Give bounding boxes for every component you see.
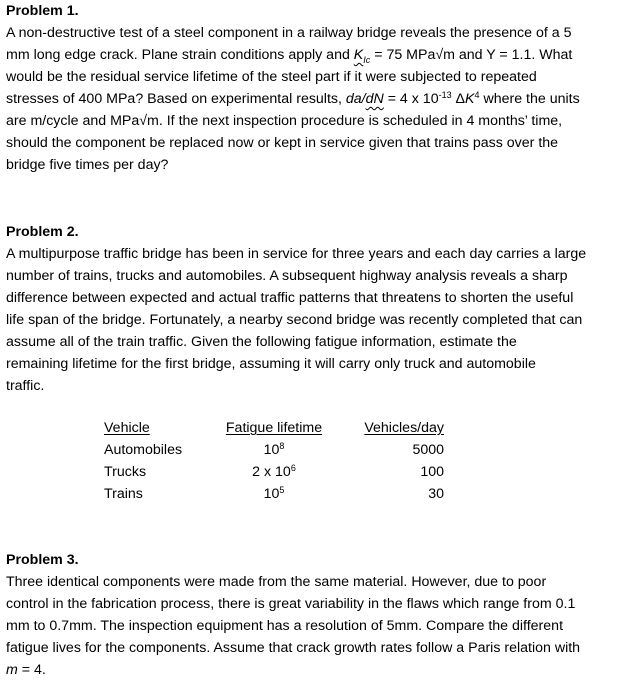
problem-1-line-3: would be the residual service lifetime of the steel part if it were subjected to repeated: [6, 69, 537, 85]
problem-2-line-4: life span of the bridge. Fortunately, a nearby second bridge was recently completed that can: [6, 312, 583, 328]
table-row: [104, 483, 444, 505]
problem-3-line-2: control in the fabrication process, there is great variability in the flaws which range from 0.1: [6, 596, 576, 612]
problem-2-line-5: assume all of the train traffic. Given the following fatigue information, estimate the: [6, 334, 517, 350]
problem-2-text: [6, 243, 586, 397]
kic-subscript: Ic: [363, 54, 371, 65]
problem-1: [6, 0, 580, 176]
problem-2-line-6: remaining lifetime for the first bridge, assuming it will carry only truck and automobile: [6, 356, 536, 372]
problem-2-line-7: traffic.: [6, 378, 45, 394]
cell-fatigue-lifetime: [204, 483, 344, 505]
problem-1-line-5: are m/cycle and MPa√m. If the next inspection procedure is scheduled in 4 months’ time,: [6, 113, 563, 129]
life-base: 2 x 10: [252, 464, 291, 480]
k-letter: K: [353, 47, 364, 63]
dn-term: dN: [365, 91, 384, 107]
cell-vehicle: Trains: [104, 486, 143, 502]
problem-1-text: [6, 22, 580, 176]
problem-1-line-6: should the component be replaced now or kept in service given that trains pass over the: [6, 135, 559, 151]
problem-1-line-7: bridge five times per day?: [6, 157, 169, 173]
text-run: = 4 x 10: [383, 91, 439, 107]
problem-2-line-3: difference between expected and actual traffic patterns that threatens to shorten the useful: [6, 290, 574, 306]
life-exponent: 6: [290, 463, 296, 473]
life-base: 10: [263, 486, 280, 502]
cell-vehicle: Trucks: [104, 464, 147, 480]
problem-3-heading: Problem 3.: [6, 552, 79, 568]
delta-symbol: Δ: [451, 91, 466, 107]
problem-1-heading: Problem 1.: [6, 3, 79, 19]
text-run: mm long edge crack. Plane strain conditions apply and: [6, 47, 354, 63]
header-fatigue-lifetime: Fatigue lifetime: [225, 420, 323, 436]
table-row: [104, 461, 444, 483]
problem-1-line-4: [6, 88, 580, 110]
text-run: = 4.: [17, 662, 46, 678]
problem-1-line-2: [6, 44, 580, 66]
life-base: 10: [263, 442, 280, 458]
problem-3-line-5: [6, 659, 580, 681]
problem-2-line-2: number of trains, trucks and automobiles. A subsequent highway analysis reveals a sharp: [6, 268, 568, 284]
table-header-row: [104, 417, 444, 439]
fatigue-table: [104, 417, 444, 505]
exponent: -13: [438, 90, 452, 100]
header-vehicle: Vehicle: [104, 420, 150, 436]
life-exponent: 8: [279, 441, 285, 451]
problem-3-text: [6, 571, 580, 681]
text-run: where the units: [479, 91, 580, 107]
problem-1-line-1: A non-destructive test of a steel component in a railway bridge reveals the presence of a 5: [6, 25, 572, 41]
m-variable: m: [6, 662, 18, 678]
cell-fatigue-lifetime: [204, 461, 344, 483]
fatigue-table-container: [104, 417, 444, 505]
cell-vehicles-per-day: 30: [428, 486, 444, 502]
k-letter: K: [465, 91, 475, 107]
problem-3-line-3: mm to 0.7mm. The inspection equipment has a resolution of 5mm. Compare the different: [6, 618, 564, 634]
table-row: [104, 439, 444, 461]
problem-2-line-1: A multipurpose traffic bridge has been in service for three years and each day carries a large: [6, 246, 587, 262]
text-run: stresses of 400 MPa? Based on experimental results,: [6, 91, 346, 107]
cell-vehicle: Automobiles: [104, 442, 183, 458]
kic-symbol: [354, 47, 370, 63]
header-vehicles-per-day: Vehicles/day: [364, 420, 444, 436]
cell-vehicles-per-day: 100: [420, 464, 444, 480]
problem-3: [6, 549, 580, 681]
problem-3-line-1: Three identical components were made from the same material. However, due to poor: [6, 574, 547, 590]
life-exponent: 5: [279, 485, 285, 495]
cell-fatigue-lifetime: [204, 439, 344, 461]
problem-2: [6, 221, 586, 397]
exponent: 4: [474, 90, 480, 100]
cell-vehicles-per-day: 5000: [412, 442, 444, 458]
da-term: da/: [345, 91, 366, 107]
problem-3-line-4: fatigue lives for the components. Assume that crack growth rates follow a Paris relation with: [6, 640, 581, 656]
text-run: = 75 MPa√m and Y = 1.1. What: [370, 47, 573, 63]
problem-2-heading: Problem 2.: [6, 224, 79, 240]
